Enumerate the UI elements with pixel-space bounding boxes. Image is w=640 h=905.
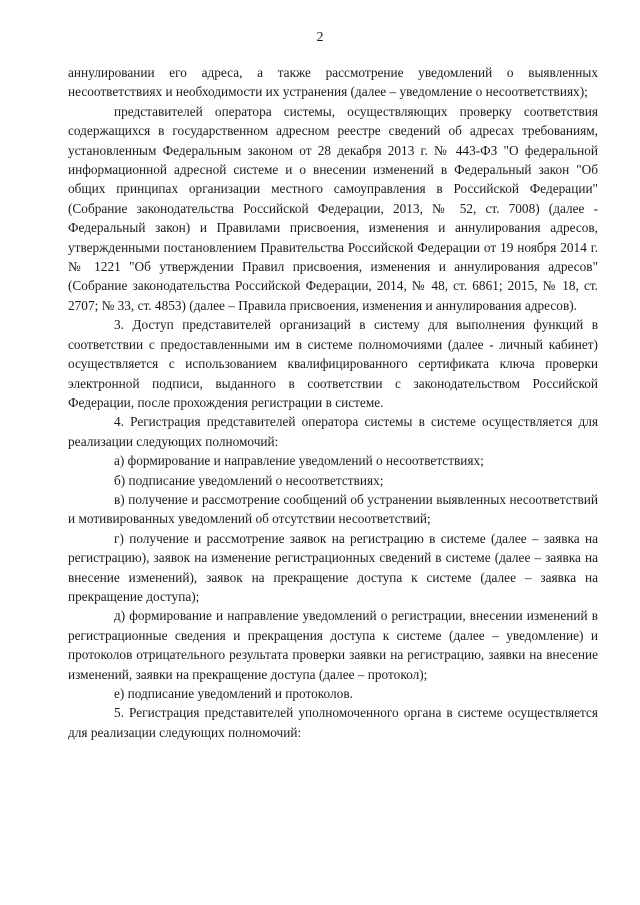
- paragraph-operator-representatives: представителей оператора системы, осуществляющих проверку соответствия содержащихся в государственном адресном реестре сведений об адресах требованиям, установленным Федеральным законом от 28 декабря 2013 г. № 443-ФЗ "О федеральной информационной адресной системе и о внесении изменений в Федеральный закон "Об общих принципах организации местного самоуправления в Российской Федерации" (Собрание законодательства Российской Федерации, 2013, № 52, ст. 7008) (далее - Федеральный закон) и Правилами присвоения, изменения и аннулирования адресов, утвержденными постановлением Правительства Российской Федерации от 19 ноября 2014 г. № 1221 "Об утверждении Правил присвоения, изменения и аннулирования адресов" (Собрание законодательства Российской Федерации, 2014, № 48, ст. 6861; 2015, № 18, ст. 2707; № 33, ст. 4853) (далее – Правила присвоения, изменения и аннулирования адресов).: [68, 103, 598, 313]
- list-item-g: г) получение и рассмотрение заявок на регистрацию в системе (далее – заявка на регистрацию), заявок на изменение регистрационных сведений в системе (далее – заявка на внесение изменений), заявок на прекращение доступа к системе (далее – заявка на прекращение доступа);: [68, 530, 598, 604]
- paragraph-continuation: аннулировании его адреса, а также рассмотрение уведомлений о выявленных несоответствиях и необходимости их устранения (далее – уведомление о несоответствиях);: [68, 65, 598, 100]
- paragraph-3-access: 3. Доступ представителей организаций в систему для выполнения функций в соответствии с предоставленными им в системе полномочиями (далее - личный кабинет) осуществляется с использованием квалифицированного сертификата ключа проверки электронной подписи, выданного в соответствии с законодательством Российской Федерации, после прохождения регистрации в системе.: [68, 317, 598, 410]
- list-item-b: б) подписание уведомлений о несоответствиях;: [114, 472, 384, 488]
- paragraph-5-registration: 5. Регистрация представителей уполномоченного органа в системе осуществляется для реализации следующих полномочий:: [68, 705, 598, 740]
- list-item-v: в) получение и рассмотрение сообщений об устранении выявленных несоответствий и мотивированных уведомлений об отсутствии несоответствий;: [68, 491, 598, 527]
- list-item-a: а) формирование и направление уведомлений о несоответствиях;: [114, 453, 484, 469]
- paragraph-4-registration: 4. Регистрация представителей оператора системы в системе осуществляется для реализации следующих полномочий:: [68, 414, 598, 449]
- list-item-d: д) формирование и направление уведомлений о регистрации, внесении изменений в регистрационные сведения и прекращения доступа к системе (далее – уведомление) и протоколов отрицательного результата проверки заявки на регистрацию, заявки на внесение изменений, заявки на прекращение доступа (далее – протокол);: [68, 608, 598, 682]
- list-item-e: е) подписание уведомлений и протоколов.: [114, 686, 353, 701]
- document-body: [68, 63, 598, 742]
- page-number: 2: [316, 30, 324, 45]
